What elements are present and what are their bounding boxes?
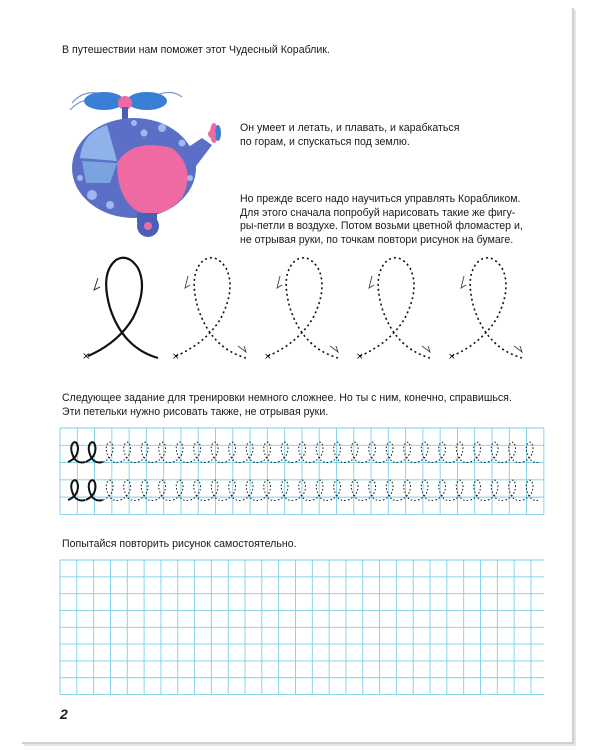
loop-figures (78, 248, 548, 368)
second-task-text (62, 392, 512, 419)
third-task-text: Попытайся повторить рисунок самостоятельно. (62, 538, 297, 550)
ability-line-1: Он умеет и летать, и плавать, и карабкаться (240, 122, 460, 134)
first-task-text (240, 193, 523, 247)
ability-text (240, 122, 459, 149)
loop-dotted-3 (360, 258, 430, 358)
svg-text:×: × (448, 352, 456, 362)
flying-ship-illustration (62, 83, 222, 243)
first-task-line-2: Для этого сначала попробуй нарисовать такие же фигу- (240, 206, 516, 219)
svg-text:×: × (356, 352, 364, 362)
intro-text: В путешествии нам поможет этот Чудесный Кораблик. (62, 44, 330, 56)
empty-practice-grid (60, 560, 544, 696)
first-task-line-4: не отрывая руки, по точкам повтори рисунок на бумаге. (240, 233, 514, 246)
svg-text:×: × (264, 352, 272, 362)
second-task-line-1: Следующее задание для тренировки немного сложнее. Но ты с ним, конечно, справишься. (62, 392, 512, 404)
first-task-line-3: ры-петли в воздухе. Потом возьми цветной фломастер и, (240, 220, 523, 232)
page-number: 2 (60, 706, 68, 722)
workbook-page (22, 8, 574, 744)
loop-dotted-1 (176, 258, 246, 358)
loop-dotted-4 (452, 258, 522, 358)
ability-line-2: по горам, и спускаться под землю. (240, 135, 410, 148)
first-task-line-1: Но прежде всего надо научиться управлять Корабликом. (240, 193, 521, 205)
loop-dotted-2 (268, 258, 338, 358)
second-task-line-2: Эти петельки нужно рисовать также, не отрывая руки. (62, 405, 329, 418)
svg-text:×: × (172, 352, 180, 362)
loop-practice-grid (60, 428, 544, 518)
loop-solid-example (88, 258, 158, 358)
svg-text:×: × (82, 351, 91, 362)
